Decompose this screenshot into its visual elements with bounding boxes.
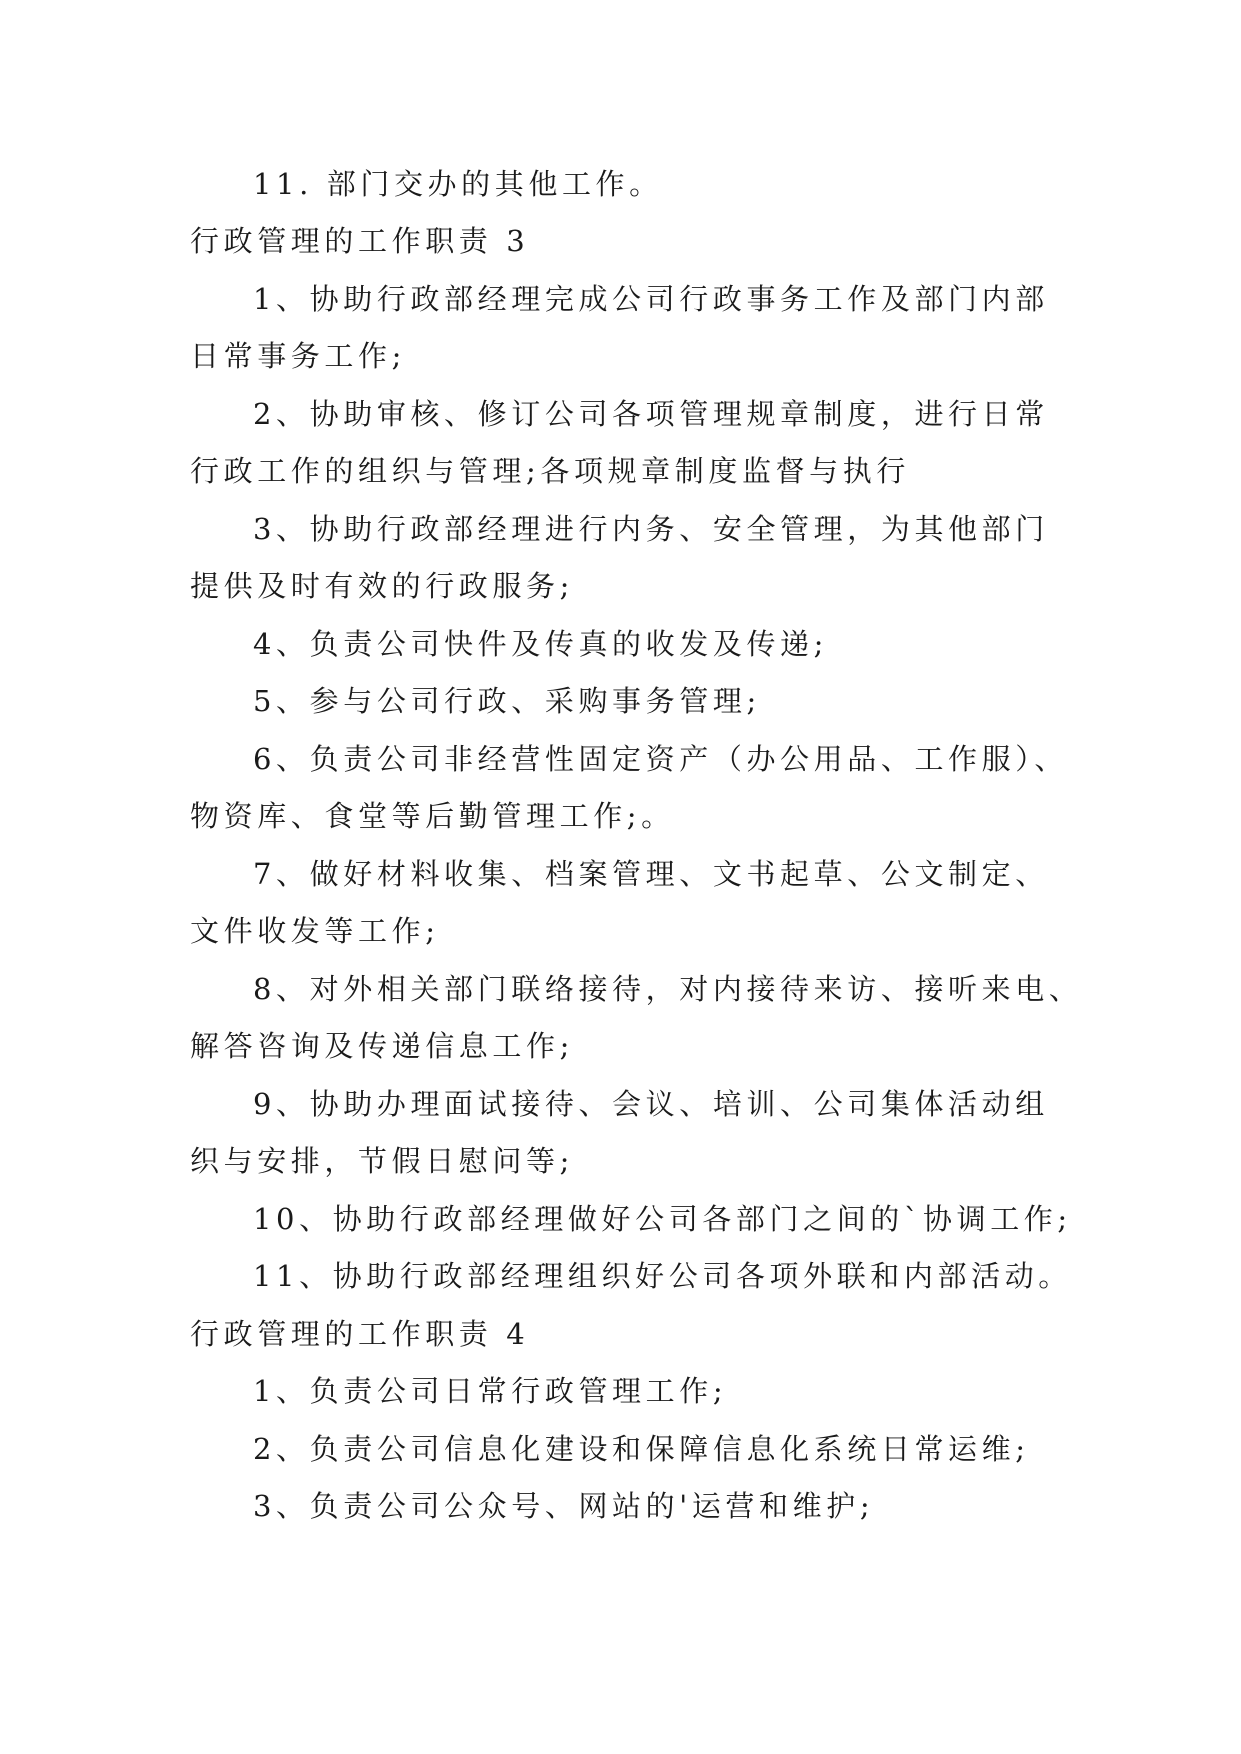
text-line: 3、负责公司公众号、网站的'运营和维护; <box>253 1489 875 1523</box>
text-line: 1、协助行政部经理完成公司行政事务工作及部门内部 <box>253 282 1049 316</box>
text-line: 提供及时有效的行政服务; <box>190 569 574 603</box>
text-line: 10、协助行政部经理做好公司各部门之间的`协调工作; <box>253 1202 1072 1236</box>
text-line: 11. 部门交办的其他工作。 <box>253 167 663 201</box>
text-line: 物资库、食堂等后勤管理工作;。 <box>190 799 675 833</box>
text-line: 1、负责公司日常行政管理工作; <box>253 1374 728 1408</box>
text-line: 2、协助审核、修订公司各项管理规章制度，进行日常 <box>253 397 1049 431</box>
text-line: 解答咨询及传递信息工作; <box>190 1029 574 1063</box>
text-line: 6、负责公司非经营性固定资产（办公用品、工作服）、 <box>253 742 1068 776</box>
text-line: 2、负责公司信息化建设和保障信息化系统日常运维; <box>253 1432 1030 1466</box>
text-line: 5、参与公司行政、采购事务管理; <box>253 684 761 718</box>
text-line: 3、协助行政部经理进行内务、安全管理，为其他部门 <box>253 512 1049 546</box>
text-line: 8、对外相关部门联络接待，对内接待来访、接听来电、 <box>253 972 1083 1006</box>
text-line: 行政工作的组织与管理;各项规章制度监督与执行 <box>190 454 910 488</box>
text-line: 9、协助办理面试接待、会议、培训、公司集体活动组 <box>253 1087 1049 1121</box>
section-heading: 行政管理的工作职责 4 <box>190 1317 530 1351</box>
text-line: 日常事务工作; <box>190 339 406 373</box>
text-line: 7、做好材料收集、档案管理、文书起草、公文制定、 <box>253 857 1049 891</box>
section-heading: 行政管理的工作职责 3 <box>190 224 530 258</box>
text-line: 4、负责公司快件及传真的收发及传递; <box>253 627 829 661</box>
text-line: 文件收发等工作; <box>190 914 440 948</box>
text-line: 11、协助行政部经理组织好公司各项外联和内部活动。 <box>253 1259 1072 1293</box>
text-line: 织与安排，节假日慰问等; <box>190 1144 574 1178</box>
